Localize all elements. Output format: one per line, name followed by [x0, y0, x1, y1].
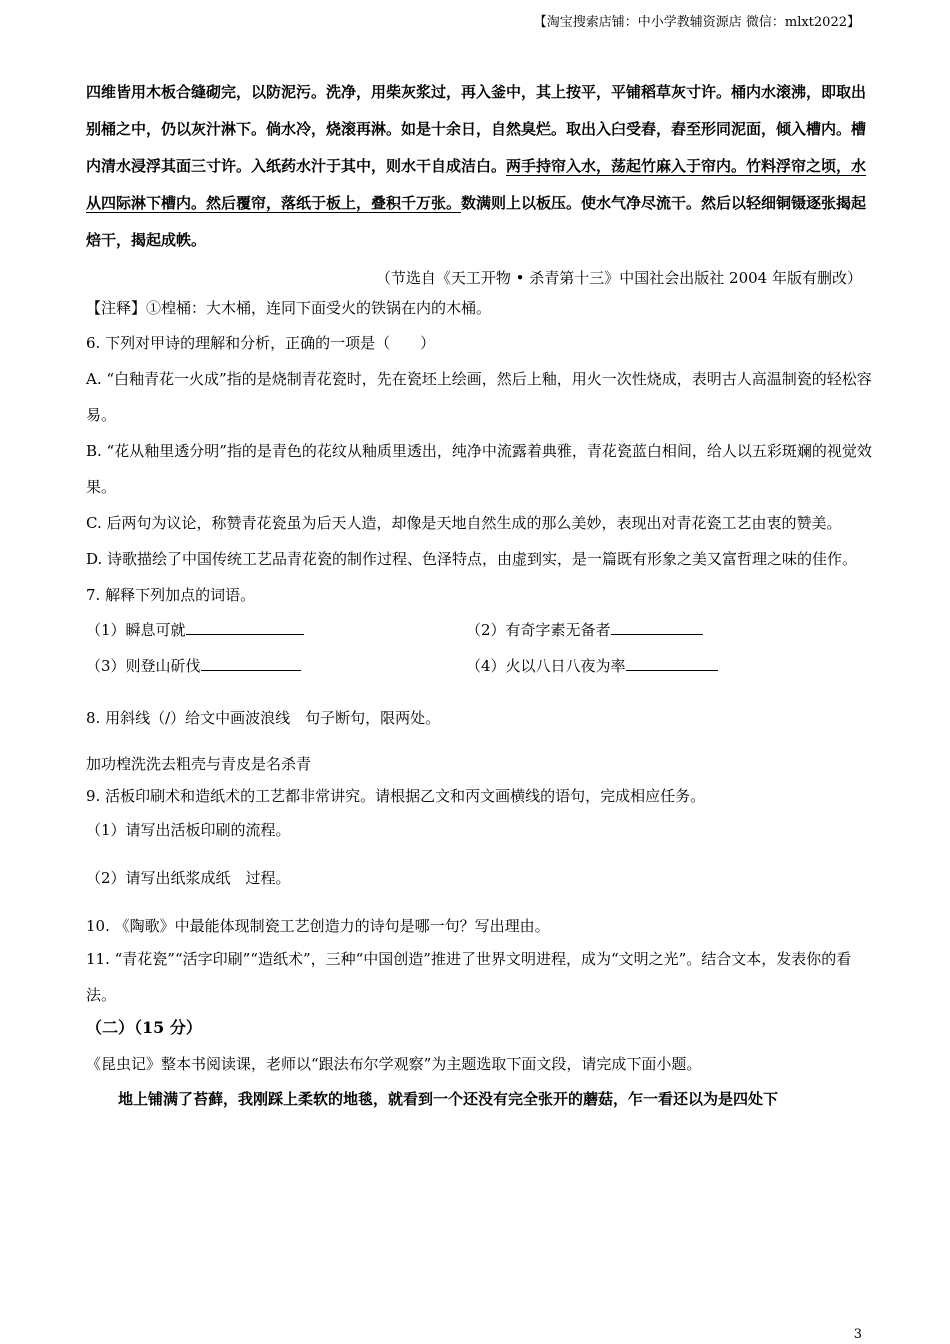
question-7-row-1: [86, 617, 876, 643]
question-7-row-2: [86, 653, 876, 679]
question-7-stem: 7. 解释下列加点的词语。: [86, 586, 256, 604]
passage-text-1: 四维皆用木板合缝砌完，以防泥污。洗净，用柴灰浆过，再入釜中，其上按平，平铺稻草灰寸许。桶内水滚沸，即取出别桶之中，仍以灰汁淋下。倘水冷，烧滚再淋。如是十余日，自然臭烂。取出入臼受舂，舂至形同泥面，倾入槽内。槽内清水浸浮其面三寸许。入纸药水汁于其中，则水干自成洁白。: [86, 83, 867, 175]
passage-underlined-text: 两手持帘入水，荡起竹麻入于帘内。竹料浮帘之顷，水从四际淋下槽内。然后覆帘，落纸于板上，叠积千万张。: [86, 157, 867, 212]
question-7-item-4: [466, 653, 846, 679]
question-9-part-2: （2）请写出纸浆成纸 过程。: [86, 869, 291, 887]
page-content: [86, 74, 876, 1117]
answer-blank[interactable]: [201, 654, 301, 671]
question-6-option-c: C. 后两句为议论，称赞青花瓷虽为后天人造，却像是天地自然生成的那么美妙，表现出对青花瓷工艺由衷的赞美。: [86, 514, 842, 532]
question-9-stem: 9. 活板印刷术和造纸术的工艺都非常讲究。请根据乙文和丙文画横线的语句，完成相应任务。: [86, 787, 706, 805]
passage-bing: [86, 74, 876, 259]
section-heading: （二）（15 分）: [86, 1018, 202, 1037]
question-9-part-1: （1）请写出活板印刷的流程。: [86, 821, 291, 839]
answer-blank[interactable]: [611, 618, 703, 635]
question-8-stem: 8. 用斜线（/）给文中画波浪线 句子断句，限两处。: [86, 709, 441, 727]
item-label: （3）则登山斫伐: [86, 657, 201, 675]
kunchongji-passage: 地上铺满了苔藓，我刚踩上柔软的地毯，就看到一个还没有完全张开的蘑菇，乍一看还以为是四处下: [118, 1090, 779, 1108]
question-8-sentence: 加功楻洗洗去粗壳与青皮是名杀青: [86, 755, 312, 773]
question-7-item-3: [86, 653, 466, 679]
item-label: （1）瞬息可就: [86, 621, 186, 639]
question-6-option-d: D. 诗歌描绘了中国传统工艺品青花瓷的制作过程、色泽特点，由虚到实，是一篇既有形象之美又富哲理之味的佳作。: [86, 550, 858, 568]
question-6-option-a: A. “白釉青花一火成”指的是烧制青花瓷时，先在瓷坯上绘画，然后上釉，用火一次性烧成，表明古人高温制瓷的轻松容易。: [86, 370, 872, 424]
question-6-option-b: B. “花从釉里透分明”指的是青色的花纹从釉质里透出，纯净中流露着典雅，青花瓷蓝白相间，给人以五彩斑斓的视觉效果。: [86, 442, 872, 496]
section-intro: 《昆虫记》整本书阅读课，老师以“跟法布尔学观察”为主题选取下面文段，请完成下面小题。: [86, 1055, 702, 1073]
question-7-item-1: [86, 617, 466, 643]
passage-text-2: 数满则上以板压。使水气净尽流干。然后以轻细铜镊逐张揭起焙干，揭起成帙。: [86, 194, 867, 249]
question-11: 11. “青花瓷”“活字印刷”“造纸术”，三种“中国创造”推进了世界文明进程，成为“文明之光”。结合文本，发表你的看法。: [86, 950, 852, 1004]
annotation-note: 【注释】①楻桶：大木桶，连同下面受火的铁锅在内的木桶。: [86, 299, 492, 317]
answer-blank[interactable]: [626, 654, 718, 671]
item-label: （4）火以八日八夜为率: [466, 657, 626, 675]
item-label: （2）有奇字素无备者: [466, 621, 611, 639]
question-10: 10. 《陶歌》中最能体现制瓷工艺创造力的诗句是哪一句？写出理由。: [86, 917, 550, 935]
answer-blank[interactable]: [186, 618, 304, 635]
question-6-stem: 6. 下列对甲诗的理解和分析，正确的一项是（ ）: [86, 334, 436, 352]
source-citation: （节选自《天工开物 • 杀青第十三》中国社会出版社 2004 年版有删改）: [375, 269, 862, 287]
page-number: 3: [853, 1327, 862, 1342]
page-header: 【淘宝搜索店铺：中小学教辅资源店 微信：mlxt2022】: [533, 15, 860, 30]
question-7-item-2: [466, 617, 846, 643]
